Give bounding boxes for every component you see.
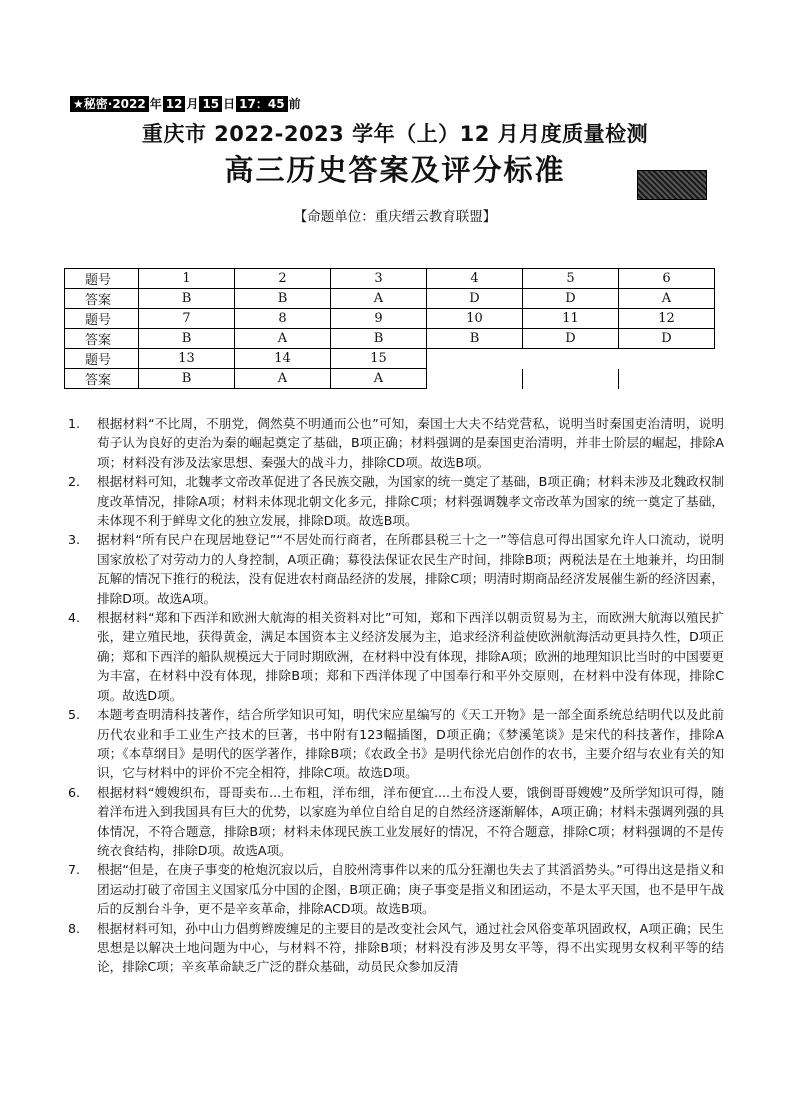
item-text: 根据“但是，在庚子事变的枪炮沉寂以后，自胶州湾事件以来的瓜分狂潮也失去了其滔滔势头。”可得出这是指义和团运动打破了帝国主义国家瓜分中国的企图，B项正确；庚子事变是指义和团运动，不是太平天国，也不是甲午战后的反割台斗争，更不是辛亥革命，排除ACD项。故选B项。	[97, 862, 724, 917]
secret-part: 12	[163, 96, 186, 112]
item-number: 4.	[68, 610, 81, 626]
item-text: 据材料“所有民户在现居地登记”“不居处而行商者，在所郡县税三十之一”等信息可得出国家允许人口流动，说明国家放松了对劳动力的人身控制，A项正确；募役法保证农民生产时间，排除B项；两税法是在土地兼并，均田制瓦解的情况下推行的税法，没有促进农村商品经济的发展，排除C项；明清时期商品经济发展催生新的经济因素，排除D项。故选A项。	[97, 532, 724, 606]
secret-part: 月	[186, 97, 199, 111]
explanation-item	[68, 530, 724, 608]
question-number: 2	[235, 269, 331, 289]
answer-row	[65, 369, 715, 389]
question-row	[65, 269, 715, 289]
answer-cell: A	[235, 369, 331, 389]
question-number: 10	[427, 309, 523, 329]
answer-cell: B	[139, 289, 235, 309]
explanation-item	[68, 919, 724, 977]
item-text: 根据材料“不比周，不朋党，倜然莫不明通而公也”可知，秦国士大夫不结党营私，说明当时秦国吏治清明，说明荀子认为良好的吏治为秦的崛起奠定了基础，B项正确；材料强调的是秦国吏治清明，并非士阶层的崛起，排除A项；材料没有涉及法家思想、秦强大的战斗力，排除CD项。故选B项。	[97, 416, 724, 470]
question-number: 15	[331, 349, 427, 369]
question-header: 题号	[65, 309, 139, 329]
question-number: 4	[427, 269, 523, 289]
item-text: 根据材料可知，北魏孝文帝改革促进了各民族交融，为国家的统一奠定了基础，B项正确；材料未涉及北魏政权制度改革情况，排除A项；材料未体现北朝文化多元，排除C项；材料强调魏孝文帝改革为国家的统一奠定了基础，未体现不利于鲜卑文化的独立发展，排除D项。故选B项。	[97, 474, 724, 529]
empty-cell	[427, 349, 523, 369]
explanation-item	[68, 608, 724, 705]
item-number: 2.	[68, 474, 81, 490]
question-row	[65, 309, 715, 329]
question-row	[65, 349, 715, 369]
answer-cell: B	[427, 329, 523, 349]
document-title: 高三历史答案及评分标准	[224, 153, 566, 187]
explanation-item	[68, 705, 724, 783]
item-number: 5.	[68, 707, 81, 723]
secret-part: 年	[149, 97, 162, 111]
confidential-notice	[70, 95, 302, 112]
answer-row	[65, 329, 715, 349]
question-number: 11	[523, 309, 619, 329]
item-number: 3.	[68, 532, 81, 548]
answer-header: 答案	[65, 329, 139, 349]
answer-cell: B	[235, 289, 331, 309]
question-header: 题号	[65, 269, 139, 289]
item-text: 根据材料可知，孙中山力倡剪辫废缠足的主要目的是改变社会风气，通过社会风俗变革巩固政权，A项正确；民生思想是以解决土地问题为中心，与材料不符，排除B项；材料没有涉及男女平等，得不出实现男女权利平等的结论，排除C项；辛亥革命缺乏广泛的群众基础，动员民众参加反清	[97, 920, 724, 975]
answer-cell: D	[619, 329, 715, 349]
answer-cell: B	[139, 369, 235, 389]
question-number: 14	[235, 349, 331, 369]
question-number: 5	[523, 269, 619, 289]
item-number: 7.	[68, 862, 81, 878]
explanation-item	[68, 472, 724, 530]
secret-part: 15	[199, 96, 222, 112]
answer-cell: A	[331, 369, 427, 389]
secret-part: 日	[223, 97, 236, 111]
question-number: 7	[139, 309, 235, 329]
answer-cell: D	[523, 329, 619, 349]
answer-cell: A	[331, 289, 427, 309]
secret-part: 17：45	[236, 96, 287, 112]
question-number: 6	[619, 269, 715, 289]
question-number: 13	[139, 349, 235, 369]
answer-row	[65, 289, 715, 309]
question-number: 3	[331, 269, 427, 289]
answer-header: 答案	[65, 289, 139, 309]
item-text: 根据材料“嫂嫂织布，哥哥卖布...土布粗，洋布细，洋布便宜....土布没人要，饿倒哥哥嫂嫂”及所学知识可得，随着洋布进入到我国具有巨大的优势，以家庭为单位自给自足的自然经济逐渐解体，A项正确；材料未强调列强的具体情况，不符合题意，排除B项；材料未体现民族工业发展好的情况，不符合题意，排除C项；材料强调的不是传统衣食结构，排除D项。故选A项。	[97, 784, 724, 858]
secret-part: ★秘密·2022	[70, 96, 149, 112]
empty-cell	[523, 369, 619, 389]
secret-part: 前	[288, 97, 301, 111]
answer-cell: B	[331, 329, 427, 349]
explanation-item	[68, 783, 724, 861]
qr-stamp-image	[637, 170, 707, 200]
empty-cell	[427, 369, 523, 389]
author-unit: 【命题单位：重庆缙云教育联盟】	[293, 209, 497, 225]
explanation-list	[68, 414, 724, 977]
item-number: 1.	[68, 416, 81, 431]
exam-title: 重庆市 2022-2023 学年（上）12 月月度质量检测	[141, 122, 649, 146]
answer-header: 答案	[65, 369, 139, 389]
answer-cell: A	[235, 329, 331, 349]
question-number: 12	[619, 309, 715, 329]
item-number: 6.	[68, 784, 81, 800]
explanation-item	[68, 414, 724, 472]
answer-cell: D	[523, 289, 619, 309]
question-header: 题号	[65, 349, 139, 369]
explanation-item	[68, 860, 724, 918]
answer-table	[64, 268, 715, 389]
answer-cell: B	[139, 329, 235, 349]
item-text: 本题考查明清科技著作，结合所学知识可知，明代宋应星编写的《天工开物》是一部全面系统总结明代以及此前历代农业和手工业生产技术的巨著，书中附有123幅插图，D项正确；《梦溪笔谈》是宋代的科技著作，排除A项；《本草纲目》是明代的医学著作，排除B项；《农政全书》是明代徐光启创作的农书，主要介绍与农业有关的知识，它与材料中的评价不完全相符，排除C项。故选D项。	[97, 707, 724, 781]
item-text: 根据材料“郑和下西洋和欧洲大航海的相关资料对比”可知，郑和下西洋以朝贡贸易为主，而欧洲大航海以殖民扩张，建立殖民地，获得黄金，满足本国资本主义经济发展为主，追求经济利益使欧洲航海活动更具持久性，D项正确；郑和下西洋的船队规模远大于同时期欧洲，在材料中没有体现，排除A项；欧洲的地理知识比当时的中国要更为丰富，在材料中没有体现，排除B项；郑和下西洋体现了中国奉行和平外交原则，在材料中没有体现，排除C项。故选D项。	[97, 610, 724, 703]
answer-cell: A	[619, 289, 715, 309]
empty-cell	[619, 369, 715, 389]
empty-cell	[619, 349, 715, 369]
answer-cell: D	[427, 289, 523, 309]
item-number: 8.	[68, 920, 81, 936]
question-number: 9	[331, 309, 427, 329]
question-number: 8	[235, 309, 331, 329]
question-number: 1	[139, 269, 235, 289]
empty-cell	[523, 349, 619, 369]
